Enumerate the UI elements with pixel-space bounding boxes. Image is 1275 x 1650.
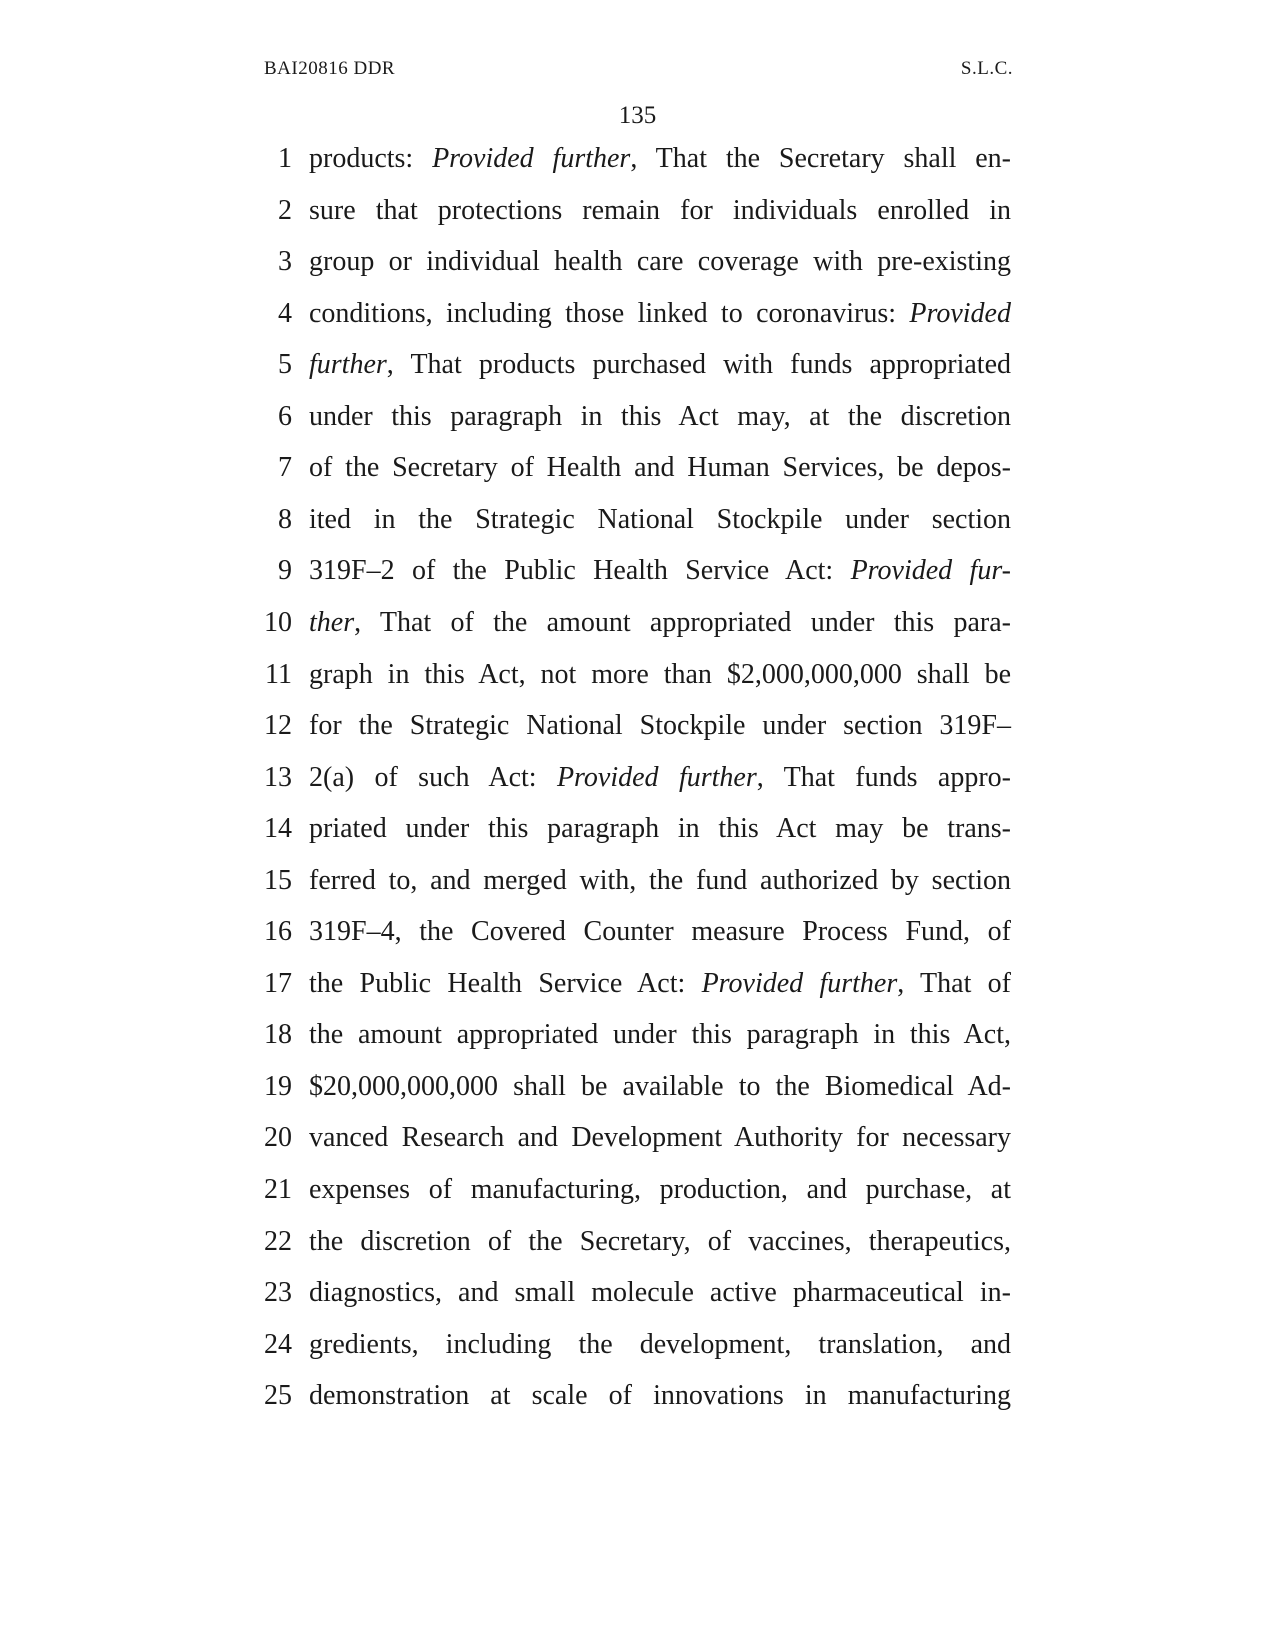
line-text — [309, 349, 1011, 381]
line-text — [309, 1122, 1011, 1154]
line-text — [309, 813, 1011, 845]
text-segment: ferred to, and merged with, the fund authorized by section — [309, 865, 1011, 896]
italic-phrase: Provided further — [432, 143, 631, 174]
text-segment: graph in this Act, not more than $2,000,000,000 shall be — [309, 659, 1011, 690]
bill-line — [0, 452, 1275, 492]
line-text — [309, 710, 1011, 742]
bill-line — [0, 1226, 1275, 1266]
line-number: 4 — [278, 298, 292, 329]
line-number: 15 — [264, 865, 292, 896]
line-number: 13 — [264, 762, 292, 793]
italic-phrase: Provided further — [556, 762, 757, 793]
line-text — [309, 298, 1011, 330]
line-text — [309, 246, 1011, 278]
line-number: 10 — [264, 607, 292, 638]
italic-phrase: Provided fur- — [850, 555, 1011, 586]
text-segment: , That of the amount appropriated under this para- — [354, 607, 1011, 638]
line-text — [309, 607, 1011, 639]
line-text — [309, 555, 1011, 587]
line-text — [309, 143, 1011, 175]
line-text — [309, 195, 1011, 227]
line-number: 3 — [278, 246, 292, 277]
text-segment: the Public Health Service Act: — [309, 968, 702, 999]
italic-phrase: Provided — [909, 298, 1011, 329]
line-text — [309, 1277, 1011, 1309]
bill-line — [0, 968, 1275, 1008]
line-number: 23 — [264, 1277, 292, 1308]
text-segment: expenses of manufacturing, production, and purchase, at — [309, 1174, 1011, 1205]
text-segment: for the Strategic National Stockpile under section 319F– — [309, 710, 1011, 741]
text-segment: the amount appropriated under this paragraph in this Act, — [309, 1019, 1011, 1050]
line-number: 9 — [278, 555, 292, 586]
text-segment: under this paragraph in this Act may, at the discretion — [309, 401, 1011, 432]
bill-line — [0, 555, 1275, 595]
text-segment: demonstration at scale of innovations in manufacturing — [309, 1380, 1011, 1411]
text-segment: the discretion of the Secretary, of vaccines, therapeutics, — [309, 1226, 1011, 1257]
page-number: 135 — [618, 102, 657, 129]
text-segment: conditions, including those linked to coronavirus: — [309, 298, 910, 329]
bill-line — [0, 762, 1275, 802]
bill-line — [0, 1019, 1275, 1059]
line-text — [309, 504, 1011, 536]
line-number: 18 — [264, 1019, 292, 1050]
bill-line — [0, 143, 1275, 183]
line-number: 14 — [264, 813, 292, 844]
bill-line — [0, 916, 1275, 956]
text-segment: , That products purchased with funds appropriated — [386, 349, 1011, 380]
line-number: 8 — [278, 504, 292, 535]
bill-line — [0, 1380, 1275, 1420]
office-code: S.L.C. — [960, 58, 1013, 79]
text-segment: 2(a) of such Act: — [309, 762, 557, 793]
text-segment: 319F–2 of the Public Health Service Act: — [309, 555, 851, 586]
text-segment: vanced Research and Development Authority for necessary — [309, 1122, 1011, 1153]
text-segment: products: — [309, 143, 433, 174]
line-number: 16 — [264, 916, 292, 947]
bill-line — [0, 659, 1275, 699]
bill-line — [0, 607, 1275, 647]
italic-phrase: further — [309, 349, 387, 380]
line-text — [309, 865, 1011, 897]
line-number: 1 — [278, 143, 292, 174]
italic-phrase: Provided further — [701, 968, 898, 999]
bill-line — [0, 865, 1275, 905]
text-segment: of the Secretary of Health and Human Services, be depos- — [309, 452, 1011, 483]
line-number: 7 — [278, 452, 292, 483]
text-segment: group or individual health care coverage with pre-existing — [309, 246, 1011, 277]
bill-line — [0, 1277, 1275, 1317]
text-segment: , That of — [897, 968, 1011, 999]
line-text — [309, 1019, 1011, 1051]
text-segment: ited in the Strategic National Stockpile under section — [309, 504, 1011, 535]
bill-line — [0, 349, 1275, 389]
line-number: 5 — [278, 349, 292, 380]
bill-line — [0, 1329, 1275, 1369]
bill-line — [0, 504, 1275, 544]
bill-line — [0, 195, 1275, 235]
line-text — [309, 968, 1011, 1000]
line-number: 20 — [264, 1122, 292, 1153]
bill-line — [0, 813, 1275, 853]
text-segment: gredients, including the development, translation, and — [309, 1329, 1011, 1360]
text-segment: 319F–4, the Covered Counter measure Process Fund, of — [309, 916, 1011, 947]
italic-phrase: ther — [309, 607, 355, 638]
bill-line — [0, 1122, 1275, 1162]
bill-line — [0, 1174, 1275, 1214]
text-segment: $20,000,000,000 shall be available to the Biomedical Ad- — [309, 1071, 1011, 1102]
line-number: 6 — [278, 401, 292, 432]
text-segment: , That the Secretary shall en- — [630, 143, 1012, 174]
line-number: 25 — [264, 1380, 292, 1411]
line-text — [309, 659, 1011, 691]
line-text — [309, 1174, 1011, 1206]
text-segment: priated under this paragraph in this Act may be trans- — [309, 813, 1011, 844]
document-id: BAI20816 DDR — [264, 58, 396, 79]
bill-line — [0, 401, 1275, 441]
line-number: 24 — [264, 1329, 292, 1360]
line-number: 21 — [264, 1174, 292, 1205]
bill-line — [0, 1071, 1275, 1111]
line-text — [309, 1226, 1011, 1258]
text-segment: diagnostics, and small molecule active pharmaceutical in- — [309, 1277, 1011, 1308]
line-number: 22 — [264, 1226, 292, 1257]
bill-line — [0, 246, 1275, 286]
line-number: 11 — [265, 659, 292, 690]
bill-line — [0, 710, 1275, 750]
line-text — [309, 452, 1011, 484]
text-segment: sure that protections remain for individuals enrolled in — [309, 195, 1011, 226]
line-text — [309, 762, 1011, 794]
line-number: 12 — [264, 710, 292, 741]
line-text — [309, 916, 1011, 948]
line-number: 17 — [264, 968, 292, 999]
line-text — [309, 1380, 1011, 1412]
text-segment: , That funds appro- — [756, 762, 1011, 793]
line-text — [309, 1071, 1011, 1103]
line-text — [309, 1329, 1011, 1361]
line-number: 2 — [278, 195, 292, 226]
bill-line — [0, 298, 1275, 338]
line-number: 19 — [264, 1071, 292, 1102]
line-text — [309, 401, 1011, 433]
